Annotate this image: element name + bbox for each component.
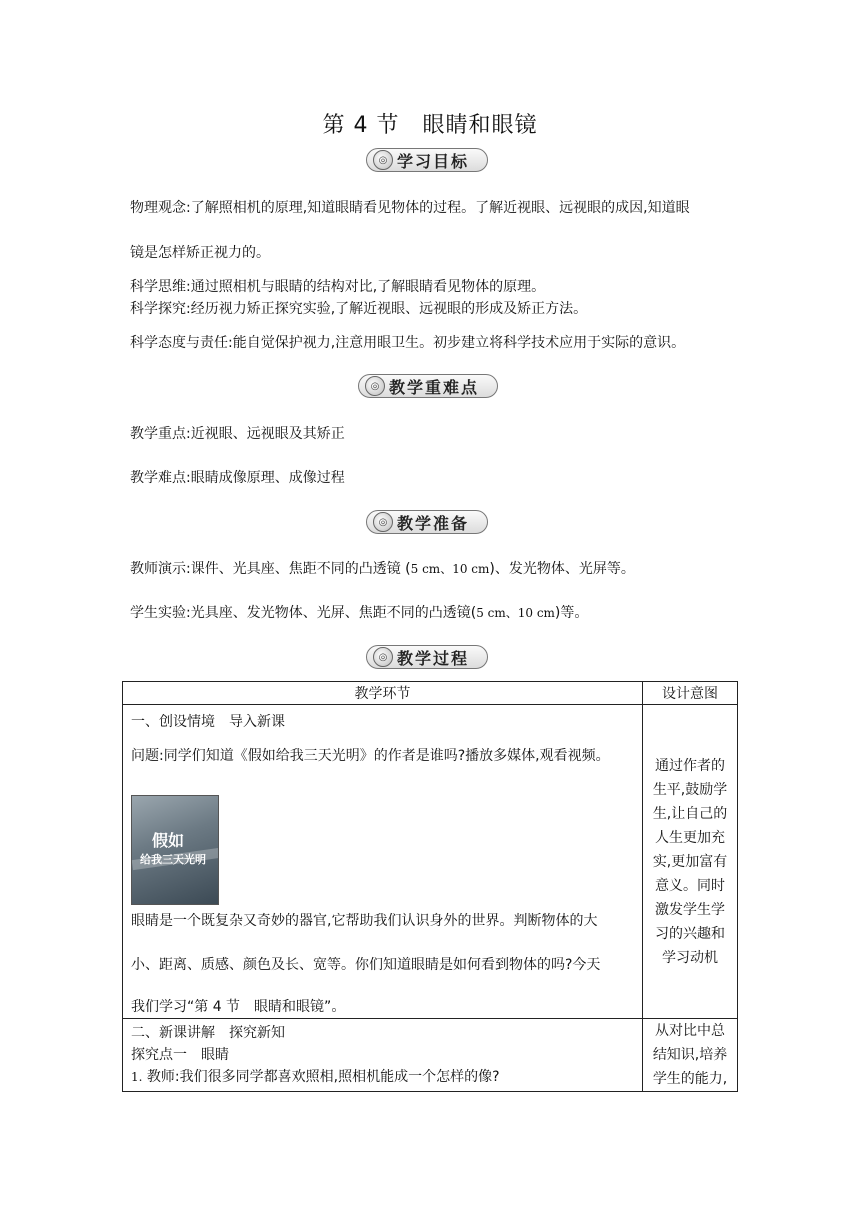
- section-badge-process: [366, 645, 488, 669]
- design-intent-line: 通过作者的: [655, 757, 726, 774]
- goal-line: 物理观念:了解照相机的原理,知道眼睛看见物体的过程。了解近视眼、远视眼的成因,知道眼: [130, 200, 690, 216]
- key-point: 教学重点:近视眼、远视眼及其矫正: [130, 426, 345, 442]
- table-row: [123, 705, 738, 1019]
- design-intent: [643, 1019, 737, 1091]
- stage-paragraph: 我们学习“第 4 节 眼睛和眼镜”。: [131, 999, 346, 1015]
- stage-paragraph: 小、距离、质感、颜色及长、宽等。你们知道眼睛是如何看到物体的吗?今天: [131, 957, 601, 973]
- difficult-point: 教学难点:眼睛成像原理、成像过程: [130, 470, 345, 486]
- design-intent-line: 学习动机: [662, 949, 719, 966]
- book-cover-subtitle: 给我三天光明: [140, 853, 206, 866]
- design-intent-line: 习的兴趣和: [655, 925, 726, 942]
- book-cover-title: 假如: [152, 831, 185, 850]
- design-intent-line: 生,让自己的: [652, 805, 728, 822]
- design-intent-line: 结知识,培养: [652, 1047, 728, 1063]
- section-badge-label: 学习目标: [397, 151, 470, 171]
- design-intent-line: 学生的能力,: [652, 1071, 728, 1087]
- stage-paragraph: 眼睛是一个既复杂又奇妙的器官,它帮助我们认识身外的世界。判断物体的大: [131, 913, 598, 929]
- stage-item-text: 教师:我们很多同学都喜欢照相,照相机能成一个怎样的像?: [142, 1069, 500, 1085]
- stage-heading: 一、创设情境 导入新课: [131, 714, 285, 730]
- stage-heading: 二、新课讲解 探究新知: [131, 1025, 285, 1041]
- book-icon: ◎: [373, 512, 393, 532]
- student-experiment-text: )等。: [554, 605, 589, 621]
- design-intent-line: 实,更加富有: [652, 853, 728, 870]
- section-badge-label: 教学准备: [397, 513, 470, 533]
- design-intent-line: 人生更加充: [655, 829, 726, 846]
- book-icon: ◎: [373, 150, 393, 170]
- section-badge-keypoints: [358, 374, 498, 398]
- table-header-intent: 设计意图: [643, 682, 738, 705]
- stage-question: 问题:同学们知道《假如给我三天光明》的作者是谁吗?播放多媒体,观看视频。: [131, 748, 610, 764]
- goal-line: 镜是怎样矫正视力的。: [130, 245, 270, 261]
- teacher-demo-lengths: 5 cm、10 cm: [410, 562, 490, 576]
- section-badge-prep: [366, 510, 488, 534]
- goal-line: 科学思维:通过照相机与眼睛的结构对比,了解眼睛看见物体的原理。: [130, 279, 546, 295]
- design-intent-line: 生平,鼓励学: [652, 781, 728, 798]
- design-intent-line: 从对比中总: [655, 1023, 726, 1039]
- book-icon: ◎: [365, 376, 385, 396]
- section-badge-goals: [366, 148, 488, 172]
- goal-line: 科学态度与责任:能自觉保护视力,注意用眼卫生。初步建立将科学技术应用于实际的意识。: [130, 335, 686, 351]
- stage-subheading: 探究点一 眼睛: [131, 1047, 229, 1063]
- section-badge-label: 教学重难点: [389, 377, 480, 397]
- stage-item: [131, 1066, 500, 1086]
- section-badge-label: 教学过程: [397, 648, 470, 668]
- goal-line: 科学探究:经历视力矫正探究实验,了解近视眼、远视眼的形成及矫正方法。: [130, 301, 588, 317]
- student-experiment-text: 学生实验:光具座、发光物体、光屏、焦距不同的凸透镜(: [130, 605, 477, 621]
- design-intent-line: 意义。同时: [655, 877, 726, 894]
- table-header-stage: 教学环节: [123, 682, 643, 705]
- page-title: 第 4 节 眼睛和眼镜: [322, 113, 538, 138]
- table-row: [123, 1019, 738, 1092]
- teacher-demo: [130, 560, 635, 578]
- book-cover-image: [131, 795, 219, 905]
- book-icon: ◎: [373, 647, 393, 667]
- teacher-demo-text: )、发光物体、光屏等。: [489, 561, 635, 577]
- design-intent-line: 激发学生学: [655, 901, 726, 918]
- teacher-demo-text: 教师演示:课件、光具座、焦距不同的凸透镜 (: [130, 561, 411, 577]
- process-table: [122, 681, 738, 1092]
- design-intent: [643, 754, 737, 970]
- student-experiment-lengths: 5 cm、10 cm: [476, 606, 555, 620]
- student-experiment: [130, 604, 588, 622]
- stage-item-number: 1.: [131, 1070, 143, 1084]
